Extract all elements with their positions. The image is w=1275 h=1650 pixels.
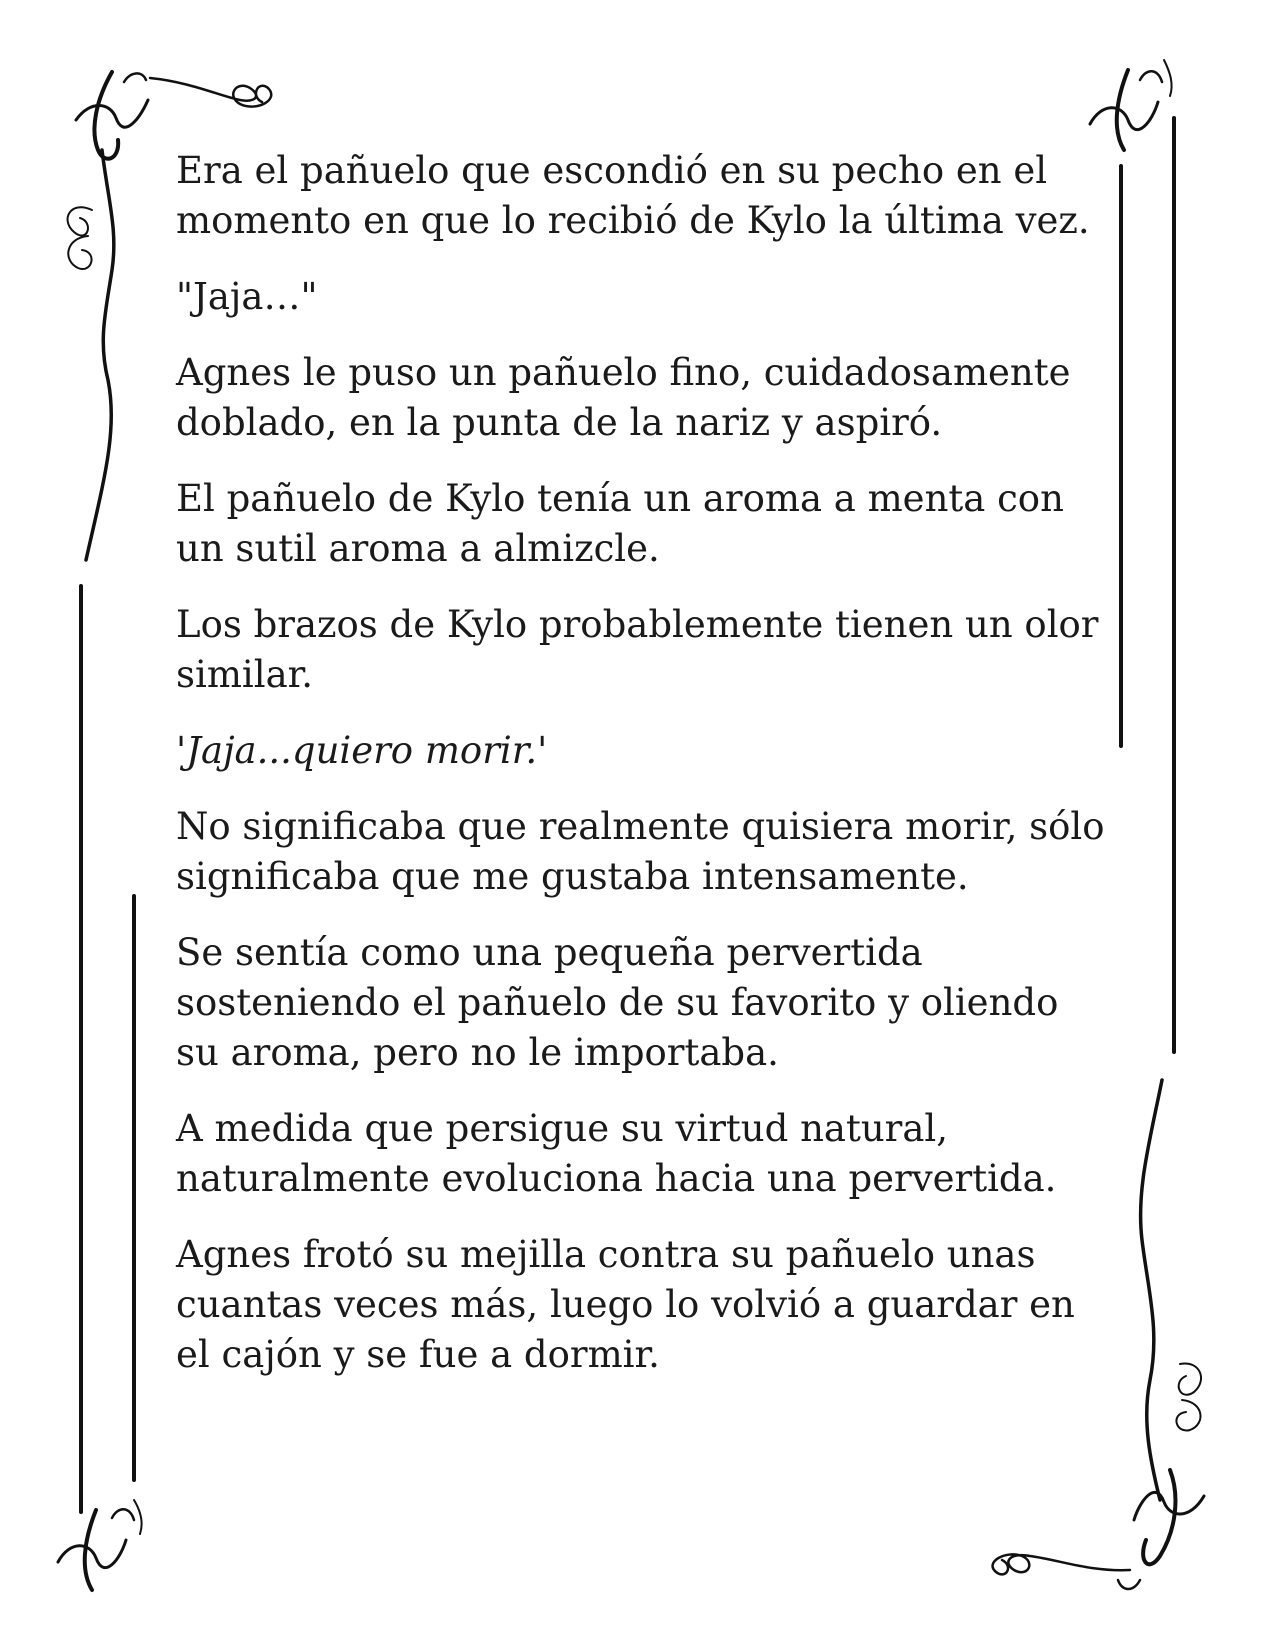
paragraph: No significaba que realmente quisiera morir, sólo significaba que me gustaba intensamente. [176, 805, 1105, 898]
top-right-flourish [1090, 60, 1172, 150]
paragraph: El pañuelo de Kylo tenía un aroma a menta con un sutil aroma a almizcle. [176, 477, 1064, 570]
paragraph: A medida que persigue su virtud natural, naturalmente evoluciona hacia una pervertida. [176, 1107, 1057, 1200]
paragraph: Los brazos de Kylo probablemente tienen un olor similar. [176, 603, 1099, 696]
story-text [176, 146, 1106, 1406]
paragraph: "Jaja…" [176, 275, 318, 318]
inner-thought: 'Jaja...quiero morir.' [176, 729, 548, 772]
paragraph: Era el pañuelo que escondió en su pecho en el momento en que lo recibió de Kylo la última vez. [176, 149, 1090, 242]
bottom-left-flourish [58, 1500, 142, 1590]
paragraph: Agnes frotó su mejilla contra su pañuelo unas cuantas veces más, luego lo volvió a guardar en el cajón y se fue a dormir. [176, 1233, 1075, 1376]
paragraph: Agnes le puso un pañuelo fino, cuidadosamente doblado, en la punta de la nariz y aspiró. [176, 351, 1071, 444]
paragraph: Se sentía como una pequeña pervertida sosteniendo el pañuelo de su favorito y oliendo su aroma, pero no le importaba. [176, 931, 1059, 1074]
